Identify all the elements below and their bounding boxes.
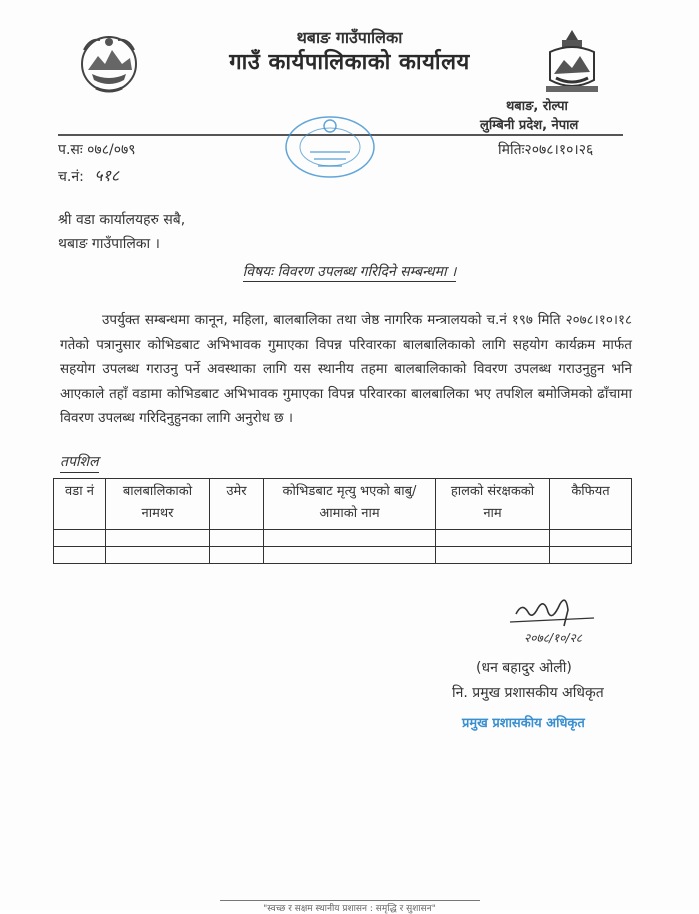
signature-date: २०७८/१०/२८ [524,631,583,645]
col-ward-no: वडा नं [54,479,106,530]
table-cell [264,547,436,564]
header-office: गाउँ कार्यपालिकाको कार्यालय [229,50,470,75]
table-cell [54,547,106,564]
details-table [53,478,632,564]
table-cell [264,530,436,547]
col-age: उमेर [210,479,264,530]
col-guardian: हालको संरक्षकको नाम [436,479,550,530]
footer-slogan: "स्वच्छ र सक्षम स्थानीय प्रशासन : समृद्धि र सुशासन" [263,904,436,914]
table-cell [436,547,550,564]
table-header-row [54,479,632,530]
table-cell [550,530,632,547]
recipient-line2: थबाङ गाउँपालिका । [58,236,160,252]
col-child-name: बालबालिकाको नामथर [106,479,210,530]
col-deceased-parent: कोभिडबाट मृत्यु भएको बाबु/आमाको नाम [264,479,436,530]
table-cell [106,530,210,547]
subject-line [0,262,699,281]
reference-ps: प.सः ०७८/०७९ [58,142,136,158]
table-cell [436,530,550,547]
table-cell [550,547,632,564]
table-cell [210,530,264,547]
header-municipality: थबाङ गाउँपालिका [296,28,403,47]
signature-icon [502,592,612,648]
table-cell [54,530,106,547]
address-district: थबाङ, रोल्पा [506,99,568,114]
col-remarks: कैफियत [550,479,632,530]
table-cell [106,547,210,564]
recipient-line1: श्री वडा कार्यालयहरु सबै, [58,212,186,228]
table-row [54,530,632,547]
address-province: लुम्बिनी प्रदेश, नेपाल [480,118,579,133]
municipality-logo-icon [542,28,602,96]
tapasil-heading: तपशिल [60,452,99,473]
reference-cn-value: ५१८ [94,166,120,185]
subject-text: विषयः विवरण उपलब्ध गरिदिने सम्बन्धमा । [242,264,457,280]
reference-cn-label: च.नं: [58,169,84,185]
letter-body: उपर्युक्त सम्बन्धमा कानून, महिला, बालबालिका तथा जेष्ठ नागरिक मन्त्रालयको च.नं १९७ मिति २०७८।१०।१८ गतेको पत्रानुसार कोभिडबाट अभिभावक गुमाएका विपन्न परिवारका बालबालिकाको लागि सहयोग कार्यक्रम मार्फत सहयोग उपलब्ध गराउनु पर्ने अवस्थाका लागि यस स्थानीय तहमा बालबालिकाको विवरण उपलब्ध गराउनुहुन भनि आएकाले तहाँ वडामा कोभिडबाट अभिभावक गुमाएका विपन्न परिवारका बालबालिका भए तपशिल बमोजिमको ढाँचामा विवरण उपलब्ध गरिदिनुहुनका लागि अनुरोध छ । [60,312,632,426]
table-cell [210,547,264,564]
signatory-name: (धन बहादुर ओली) [476,660,572,676]
signatory-stamp: प्रमुख प्रशासकीय अधिकृत [462,716,585,731]
letter-date: मितिः२०७८।१०।२६ [498,142,594,158]
signatory-title: नि. प्रमुख प्रशासकीय अधिकृत [452,685,604,701]
table-row [54,547,632,564]
office-stamp-icon [280,112,380,182]
reference-cn [58,164,119,186]
